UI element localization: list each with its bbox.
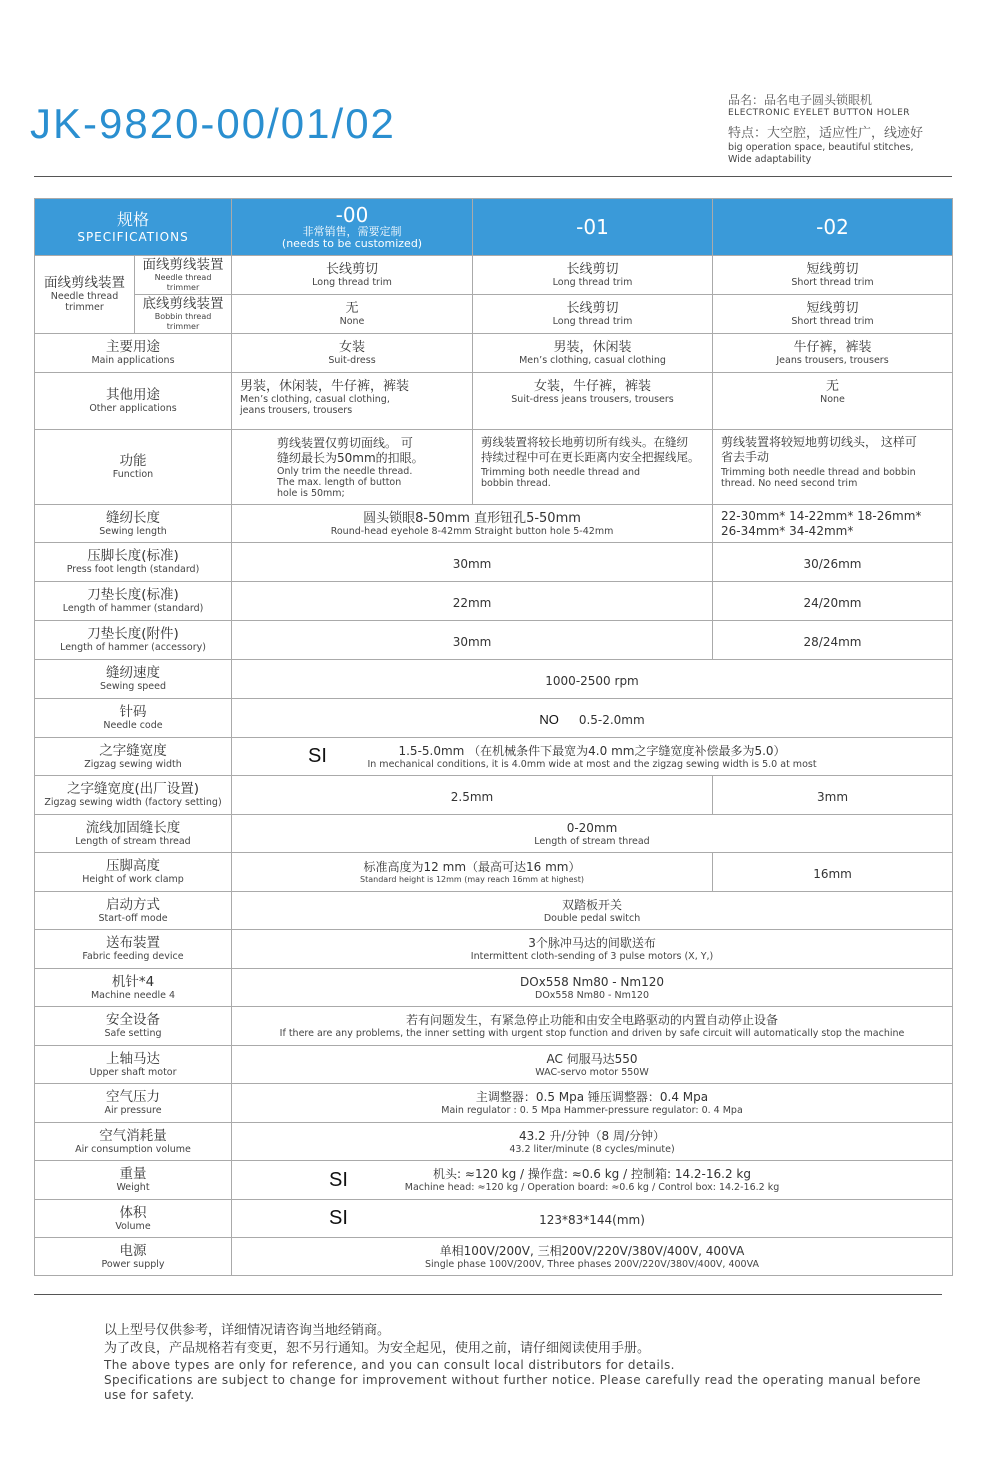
cell-text: 双踏板开关 [562,897,623,912]
cell-text: bobbin thread. [481,478,551,489]
cell-text: 女装，牛仔裤，裤装 [534,379,652,394]
table-row [35,621,953,660]
cell-text: Machine needle 4 [90,989,176,1001]
table-row [35,892,953,930]
cell-text: 剪线装置仅剪切面线。 可 [277,435,413,450]
table-cell [232,430,473,505]
features-en-2: Wide adaptability [728,154,812,165]
cell-text: Machine head: ≈120 kg / Operation board: ≈0.6 kg / Control box: 14.2-16.2 kg [404,1182,780,1193]
cell-text: 面线剪线装置 [44,275,125,291]
table-cell [232,582,713,621]
cell-text: 男装，休闲装 [553,340,632,355]
cell-text: Air consumption volume [75,1143,191,1155]
table-row [35,738,953,776]
cell-text: Trimming both needle thread and [481,467,641,478]
row-label [35,853,232,892]
cell-text: 之字缝宽度 [99,742,167,759]
cell-text: The max. length of button [277,476,402,488]
cell-text: Long thread trim [312,277,392,288]
cell-text: 电源 [119,1242,147,1259]
spec-table [34,198,953,1276]
cell-text: Length of stream thread [534,835,650,847]
table-header-row [35,199,953,256]
cell-text: 上轴马达 [106,1050,160,1067]
model-title: JK-9820-00/01/02 [30,100,396,147]
table-cell [473,295,713,334]
cell-text: -02 [816,215,849,239]
cell-text: 123*83*144(mm) [539,1213,645,1227]
product-name-cn: 品名：品名电子圆头锁眼机 [728,93,873,107]
cell-text: 其他用途 [106,387,160,403]
table-cell [232,815,953,853]
cell-text: Press foot length (standard) [66,564,200,575]
table-cell [232,930,953,969]
cell-text: Intermittent cloth-sending of 3 pulse motors (X, Y,) [470,951,714,962]
cell-text: 持续过程中可在更长距离内安全把握线尾。 [481,450,700,464]
cell-text: 1.5-5.0mm （在机械条件下最宽为4.0 mm之字缝宽度补偿最多为5.0） [398,743,786,758]
cell-text: 安全设备 [106,1012,160,1028]
cell-text: 牛仔裤，裤装 [793,340,872,355]
cell-text: None [820,394,845,405]
cell-text: 长线剪切 [566,262,619,277]
cell-text: 底线剪线装置 [142,295,224,312]
row-label [35,699,232,738]
table-cell [232,295,473,334]
cell-text: 无 [345,301,359,316]
cell-text: 无 [826,379,840,394]
cell-text: 缝纫长度 [106,509,160,526]
table-cell [713,373,953,430]
table-cell [232,1007,953,1046]
table-row [35,582,953,621]
cell-text: Trimming both needle thread and bobbin [721,467,916,478]
cell-text: 主调整器：0.5 Mpa 锤压调整器：0.4 Mpa [475,1090,709,1104]
cell-text: Air pressure [104,1105,162,1116]
cell-text: 重量 [119,1166,147,1182]
top-divider [34,176,952,177]
cell-text: Bobbin thread trimmer [154,311,212,331]
cell-text: Power supply [101,1258,165,1270]
cell-text: Other applications [89,403,177,414]
table-row [35,334,953,373]
cell-text: Fabric feeding device [82,951,184,962]
cell-text: 43.2 升/分钟（8 周/分钟） [518,1128,666,1143]
table-cell [232,969,953,1007]
cell-text: jeans trousers, trousers [240,405,353,416]
row-label [35,930,232,969]
table-cell [713,256,953,295]
table-row [35,1123,953,1161]
table-cell [232,776,713,815]
cell-text: SPECIFICATIONS [77,230,189,244]
cell-text: 短线剪切 [806,262,859,277]
cell-text: 压脚长度(标准) [87,548,179,564]
table-cell [713,853,953,892]
cell-text: Length of hammer (standard) [62,603,204,614]
header-col-00 [232,199,473,256]
cell-text: 24/20mm [803,595,862,610]
cell-text: 针码 [119,704,147,720]
cell-text: Long thread trim [552,316,633,327]
table-cell [232,1046,953,1084]
cell-text: 剪线装置将较长地剪切所有线头。在缝纫 [481,435,689,449]
cell-text: Suit-dress [328,355,376,366]
cell-text: 长线剪切 [566,301,619,316]
cell-text: None [339,316,365,327]
row-label [35,776,232,815]
cell-text: Jeans trousers, trousers [776,355,889,366]
cell-text: 功能 [119,453,147,469]
cell-text: 主要用途 [106,339,160,355]
cell-text: Only trim the needle thread. [277,465,413,477]
row-label [35,1161,232,1200]
cell-text: 非常销售，需要定制 [302,225,402,238]
cell-text: Safe setting [104,1028,162,1039]
cell-text: Long thread trim [552,277,633,288]
table-cell [232,334,473,373]
cell-text: DOx558 Nm80 - Nm120 [520,974,664,989]
table-cell [232,543,713,582]
cell-text: thread. No need second trim [721,478,858,489]
cell-text: 送布装置 [106,935,160,951]
footer-cn-2: 为了改良，产品规格若有变更，恕不另行通知。为安全起见，使用之前，请仔细阅读使用手册。 [104,1341,651,1356]
cell-text: Volume [115,1220,151,1232]
cell-text: Height of work clamp [82,874,184,885]
table-cell [232,1084,953,1123]
si-mark: SI [329,1169,348,1191]
cell-text: Needle thread trimmer [154,272,212,292]
cell-text: 30/26mm [803,556,862,571]
cell-text: 规格 [117,210,150,229]
table-cell [232,621,713,660]
cell-text: AC 伺服马达550 [546,1051,638,1066]
cell-text: Zigzag sewing width [84,758,182,770]
cell-text: 若有问题发生，有紧急停止功能和由安全电路驱动的内置自动停止设备 [406,1013,779,1027]
cell-text: 1000-2500 rpm [545,673,639,688]
si-mark: SI [308,745,327,767]
row-label [35,505,232,543]
table-cell [232,660,953,699]
cell-text: 3个脉冲马达的间歇送布 [528,936,656,950]
table-cell [473,430,713,505]
table-cell [713,776,953,815]
row-label [35,1084,232,1123]
cell-text: 体积 [119,1204,147,1221]
footer-cn-1: 以上型号仅供参考，详细情况请咨询当地经销商。 [104,1323,391,1338]
cell-text: 0.5-2.0mm [578,712,645,727]
footer-notes [104,1322,964,1403]
cell-text: Sewing speed [99,681,167,692]
header-spec [35,199,232,256]
cell-text: 短线剪切 [806,301,859,316]
table-cell [232,505,713,543]
table-row [35,1238,953,1276]
footer-en-3: use for safety. [104,1388,195,1402]
cell-text: Men’s clothing, casual clothing [519,355,666,366]
row-label [35,1200,232,1238]
cell-text: Standard height is 12mm (may reach 16mm at highest) [360,874,584,884]
cell-text: 流线加固缝长度 [85,819,181,836]
cell-text: 26-34mm* 34-42mm* [721,523,854,538]
table-row [35,543,953,582]
cell-text: Short thread trim [791,277,874,288]
table-row [35,660,953,699]
row-label [35,815,232,853]
table-cell [713,621,953,660]
row-label [35,543,232,582]
row-label [35,373,232,430]
table-row [35,1007,953,1046]
table-cell [713,543,953,582]
product-info [728,92,988,166]
cell-text: 圆头锁眼8-50mm 直形钮孔5-50mm [363,510,581,526]
cell-text: 标准高度为12 mm（最高可达16 mm） [363,859,581,874]
features-cn: 特点：大空腔，适应性广，线迹好 [728,126,924,141]
cell-text: Needle code [103,720,163,731]
table-cell [473,334,713,373]
table-row [35,1200,953,1238]
si-mark: SI [329,1207,348,1229]
row-label [35,660,232,699]
table-row [35,969,953,1007]
table-row [35,930,953,969]
table-cell [713,295,953,334]
cell-text: Single phase 100V/200V, Three phases 200V/220V/380V/400V, 400VA [425,1258,759,1270]
header-col-01 [473,199,713,256]
cell-text: Function [112,469,154,480]
needle-trimmer-label [135,256,232,295]
cell-text: 16mm [813,866,852,881]
cell-text: 空气压力 [106,1089,160,1105]
table-cell [713,582,953,621]
table-cell [473,373,713,430]
footer-en-2: Specifications are subject to change for improvement without further notice. Please carefully read the operating manual before [104,1373,921,1387]
table-cell [232,699,953,738]
cell-text: 剪线装置将较短地剪切线头， 这样可 [721,435,917,449]
table-row [35,776,953,815]
cell-text: Short thread trim [791,316,874,327]
cell-text: 0-20mm [566,820,618,835]
row-label [35,430,232,505]
cell-text: Upper shaft motor [89,1066,177,1078]
cell-text: Length of stream thread [75,835,191,847]
features-en-1: big operation space, beautiful stitches, [728,142,914,153]
cell-text: 之字缝宽度(出厂设置) [66,781,200,797]
table-cell [232,1200,953,1238]
row-label [35,1123,232,1161]
table-row [35,1084,953,1123]
table-row [35,1161,953,1200]
table-cell [232,1161,953,1200]
table-cell [232,853,713,892]
no-mark: NO [539,711,559,727]
table-row [35,373,953,430]
table-row [35,699,953,738]
cell-text: 压脚高度 [106,858,160,874]
cell-text: 空气消耗量 [99,1127,167,1144]
row-label [35,582,232,621]
cell-text: -00 [335,203,369,227]
cell-text: Zigzag sewing width (factory setting) [44,797,222,808]
cell-text: Length of hammer (accessory) [60,642,206,653]
row-label [35,1007,232,1046]
cell-text: 22-30mm* 14-22mm* 18-26mm* [721,508,922,523]
cell-text: Needle thread trimmer [50,291,119,313]
cell-text: 机头: ≈120 kg / 操作盘: ≈0.6 kg / 控制箱: 14.2-16.2 kg [433,1167,751,1181]
cell-text: (needs to be customized) [281,237,423,250]
table-cell [473,256,713,295]
cell-text: Sewing length [99,525,167,537]
cell-text: -01 [576,215,609,239]
cell-text: 缝纫速度 [106,665,160,681]
cell-text: 22mm [452,595,492,610]
cell-text: 长线剪切 [326,262,379,277]
cell-text: Suit-dress jeans trousers, trousers [511,394,674,405]
row-label [35,1238,232,1276]
cell-text: Double pedal switch [543,912,641,924]
cell-text: 3mm [817,789,849,804]
cell-text: 刀垫长度(标准) [87,587,179,603]
cell-text: Weight [116,1182,150,1193]
table-cell [713,505,953,543]
cell-text: WAC-servo motor 550W [535,1066,649,1078]
cell-text: In mechanical conditions, it is 4.0mm wide at most and the zigzag sewing width is 5.0 at most [367,758,817,770]
cell-text: 男装，休闲装，牛仔裤，裤装 [240,379,410,394]
cell-text: Main applications [91,355,175,366]
cell-text: Main regulator : 0. 5 Mpa Hammer-pressure regulator: 0. 4 Mpa [441,1105,743,1116]
cell-text: 30mm [452,634,492,649]
cell-text: hole is 50mm; [277,487,345,499]
cell-text: DOx558 Nm80 - Nm120 [535,989,649,1001]
table-row [35,256,953,295]
footer-en-1: The above types are only for reference, and you can consult local distributors for details. [104,1358,675,1372]
cell-text: Start-off mode [98,912,168,924]
table-row [35,853,953,892]
cell-text: 缝纫最长为50mm的扣眼。 [277,450,424,465]
table-cell [232,373,473,430]
cell-text: Men’s clothing, casual clothing, [240,394,390,405]
cell-text: 启动方式 [106,896,160,913]
table-row [35,295,953,334]
table-cell [232,738,953,776]
row-label [35,969,232,1007]
trimmer-label [35,256,135,334]
cell-text: 2.5mm [450,789,494,804]
row-label [35,892,232,930]
table-row [35,1046,953,1084]
table-cell [713,334,953,373]
row-label [35,1046,232,1084]
table-row [35,505,953,543]
cell-text: 省去手动 [721,450,770,464]
bobbin-trimmer-label [135,295,232,334]
cell-text: 刀垫长度(附件) [87,626,179,642]
cell-text: 女装 [339,340,366,355]
table-cell [232,256,473,295]
header-col-02 [713,199,953,256]
cell-text: 30mm [452,556,492,571]
cell-text: If there are any problems, the inner setting with urgent stop function and driven by safe circuit will automatically stop the machine [279,1028,905,1039]
table-cell [232,1123,953,1161]
cell-text: 机针*4 [111,973,155,990]
cell-text: 43.2 liter/minute (8 cycles/minute) [509,1143,675,1155]
bottom-divider [34,1294,942,1295]
cell-text: 28/24mm [803,634,862,649]
row-label [35,621,232,660]
table-cell [232,1238,953,1276]
product-name-en: ELECTRONIC EYELET BUTTON HOLER [728,108,911,118]
table-row [35,430,953,505]
table-cell [232,892,953,930]
table-row [35,815,953,853]
row-label [35,334,232,373]
cell-text: Round-head eyehole 8-42mm Straight button hole 5-42mm [330,525,614,537]
table-cell [713,430,953,505]
cell-text: 单相100V/200V, 三相200V/220V/380V/400V, 400VA [439,1243,745,1258]
row-label [35,738,232,776]
cell-text: 面线剪线装置 [142,256,224,273]
